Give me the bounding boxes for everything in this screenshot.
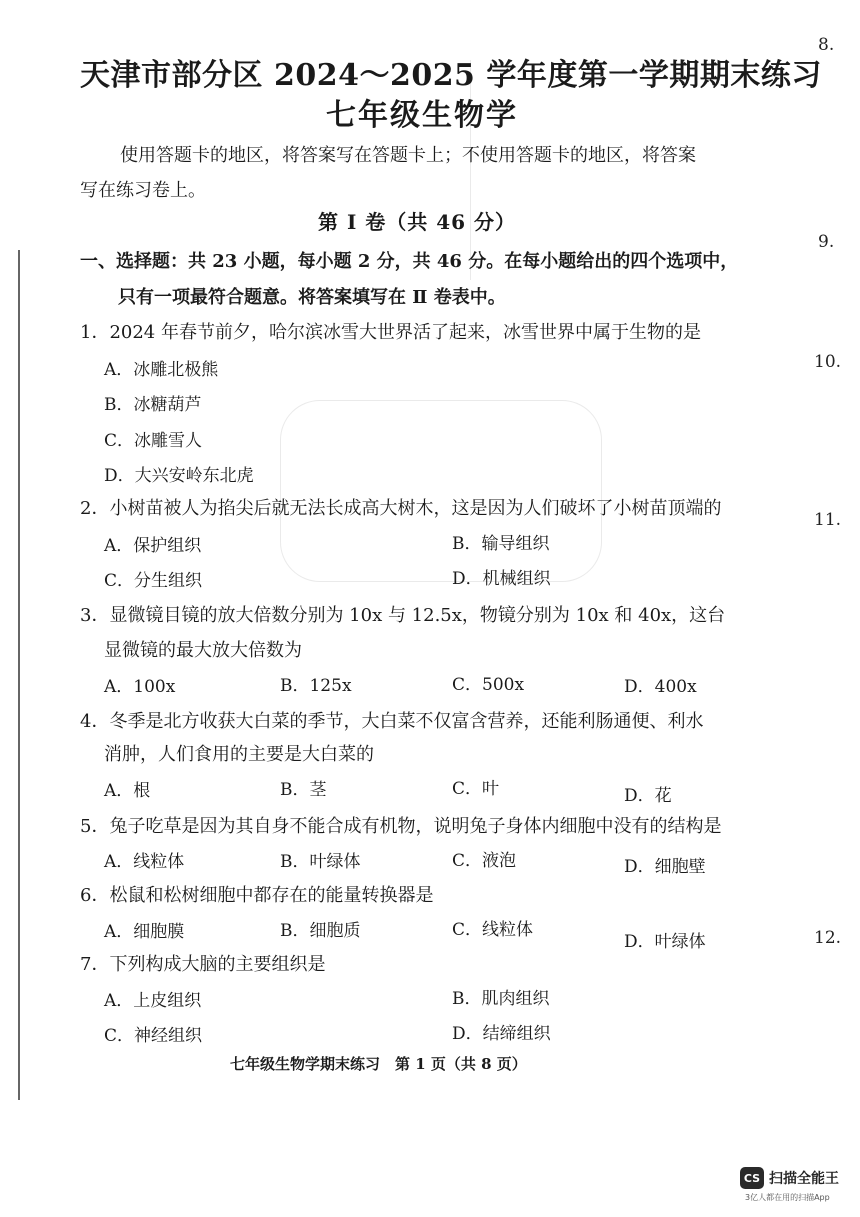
cs-logo-icon: CS bbox=[740, 1167, 764, 1189]
scanner-watermark bbox=[740, 1167, 839, 1189]
question-5-stem: 5．兔子吃草是因为其自身不能合成有机物，说明兔子身体内细胞中没有的结构是 bbox=[80, 816, 722, 837]
question-3-option-d: D．400x bbox=[624, 677, 697, 697]
exam-title: 天津市部分区 2024～2025 学年度第一学期期末练习 bbox=[80, 58, 822, 93]
question-6-option-b: B．细胞质 bbox=[280, 921, 361, 941]
bleed-through-figure bbox=[280, 400, 602, 582]
question-6-option-d: D．叶绿体 bbox=[624, 932, 706, 952]
scanner-app-name: 扫描全能王 bbox=[769, 1171, 839, 1187]
question-3-option-b: B．125x bbox=[280, 676, 352, 696]
scanner-tagline: 3亿人都在用的扫描App bbox=[745, 1193, 830, 1202]
question-1-option-b: B．冰糖葫芦 bbox=[104, 395, 202, 415]
side-number: 11. bbox=[814, 510, 842, 530]
question-4-stem-line-1: 4．冬季是北方收获大白菜的季节，大白菜不仅富含营养，还能利肠通便、利水 bbox=[80, 711, 704, 732]
section-title-line-1: 一、选择题：共 23 小题，每小题 2 分，共 46 分。在每小题给出的四个选项中， bbox=[80, 251, 739, 272]
question-4-option-a: A．根 bbox=[104, 781, 151, 801]
page-footer: 七年级生物学期末练习 第 1 页（共 8 页） bbox=[230, 1055, 527, 1073]
question-2-option-d: D．机械组织 bbox=[452, 569, 551, 589]
question-7-stem: 7．下列构成大脑的主要组织是 bbox=[80, 954, 326, 975]
question-3-stem-line-1: 3．显微镜目镜的放大倍数分别为 10x 与 12.5x，物镜分别为 10x 和 40x，这台 bbox=[80, 605, 726, 626]
question-6-option-a: A．细胞膜 bbox=[104, 922, 185, 942]
question-5-option-c: C．液泡 bbox=[452, 851, 517, 871]
question-3-option-a: A．100x bbox=[104, 677, 176, 697]
side-number: 10. bbox=[814, 352, 842, 372]
question-1-option-c: C．冰雕雪人 bbox=[104, 431, 203, 451]
instructions-line-2: 写在练习卷上。 bbox=[80, 180, 206, 201]
question-6-stem: 6．松鼠和松树细胞中都存在的能量转换器是 bbox=[80, 885, 434, 906]
question-7-option-d: D．结缔组织 bbox=[452, 1024, 551, 1044]
question-2-stem: 2．小树苗被人为掐尖后就无法长成高大树木，这是因为人们破坏了小树苗顶端的 bbox=[80, 498, 722, 519]
question-4-option-b: B．茎 bbox=[280, 780, 327, 800]
question-5-option-b: B．叶绿体 bbox=[280, 852, 361, 872]
question-1-option-a: A．冰雕北极熊 bbox=[104, 360, 219, 380]
question-5-option-d: D．细胞壁 bbox=[624, 857, 706, 877]
question-4-option-d: D．花 bbox=[624, 786, 672, 806]
question-5-option-a: A．线粒体 bbox=[104, 852, 185, 872]
question-4-option-c: C．叶 bbox=[452, 779, 500, 799]
question-2-option-c: C．分生组织 bbox=[104, 571, 203, 591]
instructions-line-1: 使用答题卡的地区，将答案写在答题卡上；不使用答题卡的地区，将答案 bbox=[120, 145, 696, 166]
question-7-option-a: A．上皮组织 bbox=[104, 991, 202, 1011]
exam-subject-title: 七年级生物学 bbox=[326, 98, 518, 133]
question-7-option-b: B．肌肉组织 bbox=[452, 989, 550, 1009]
side-number: 9. bbox=[818, 232, 835, 252]
question-3-stem-line-2: 显微镜的最大放大倍数为 bbox=[104, 640, 302, 661]
binding-edge-line bbox=[18, 250, 20, 1100]
question-7-option-c: C．神经组织 bbox=[104, 1026, 203, 1046]
side-number: 8. bbox=[818, 35, 835, 55]
question-2-option-b: B．输导组织 bbox=[452, 534, 550, 554]
question-1-option-d: D．大兴安岭东北虎 bbox=[104, 466, 254, 486]
question-2-option-a: A．保护组织 bbox=[104, 536, 202, 556]
question-1-stem: 1．2024 年春节前夕，哈尔滨冰雪大世界活了起来，冰雪世界中属于生物的是 bbox=[80, 322, 701, 343]
section-title-line-2: 只有一项最符合题意。将答案填写在 Ⅱ 卷表中。 bbox=[118, 287, 506, 308]
question-4-stem-line-2: 消肿，人们食用的主要是大白菜的 bbox=[104, 744, 374, 765]
side-number: 12. bbox=[814, 928, 842, 948]
part-title: 第 Ⅰ 卷（共 46 分） bbox=[318, 210, 517, 234]
question-3-option-c: C．500x bbox=[452, 675, 525, 695]
question-6-option-c: C．线粒体 bbox=[452, 920, 534, 940]
